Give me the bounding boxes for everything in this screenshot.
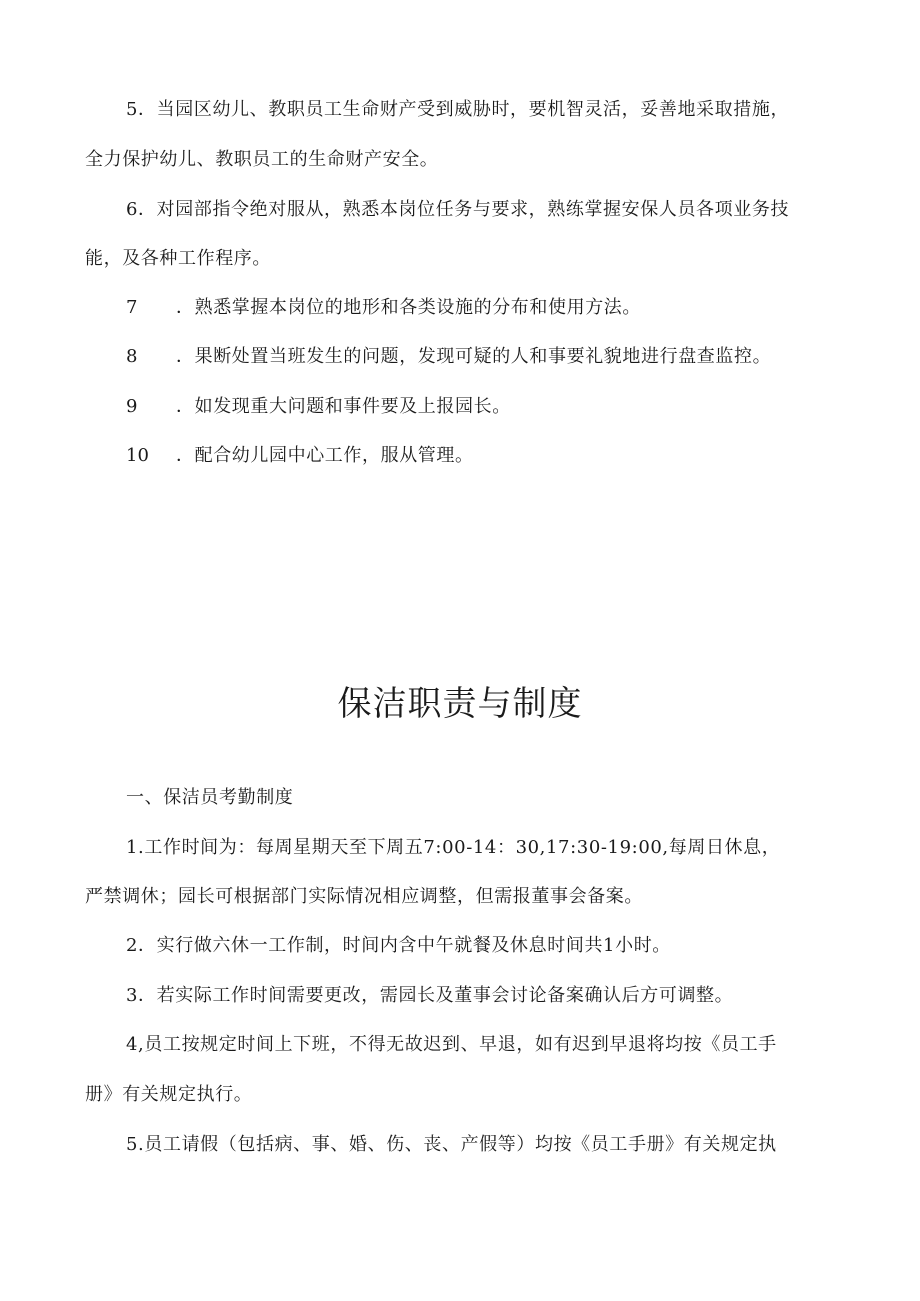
security-item-5-line-1: 5．当园区幼儿、教职员工生命财产受到威胁时，要机智灵活，妥善地采取措施，: [126, 99, 790, 120]
security-item-10-text: ．配合幼儿园中心工作，服从管理。: [176, 445, 474, 466]
cleaning-item-2: 2．实行做六休一工作制，时间内含中午就餐及休息时间共1小时。: [126, 935, 671, 956]
security-item-7-number: 7: [126, 297, 138, 318]
cleaning-item-4-line-1: 4,员工按规定时间上下班，不得无故迟到、早退，如有迟到早退将均按《员工手: [126, 1034, 777, 1055]
cleaning-item-5-line-1: 5.员工请假（包括病、事、婚、伤、丧、产假等）均按《员工手册》有关规定执: [126, 1134, 777, 1155]
security-item-5-line-2: 全力保护幼儿、教职员工的生命财产安全。: [85, 149, 439, 170]
security-item-6-line-2: 能，及各种工作程序。: [85, 248, 271, 269]
security-item-9-number: 9: [126, 396, 138, 417]
cleaning-item-1-line-2: 严禁调休；园长可根据部门实际情况相应调整，但需报董事会备案。: [85, 886, 643, 907]
section-title: 保洁职责与制度: [337, 684, 583, 724]
security-item-10-number: 10: [126, 445, 149, 466]
security-item-6-line-1: 6．对园部指令绝对服从，熟悉本岗位任务与要求，熟练掌握安保人员各项业务技: [126, 199, 790, 220]
security-item-8-number: 8: [126, 346, 138, 367]
cleaning-heading-attendance: 一、保洁员考勤制度: [126, 787, 294, 808]
security-item-7-text: ．熟悉掌握本岗位的地形和各类设施的分布和使用方法。: [176, 297, 641, 318]
security-item-8-text: ．果断处置当班发生的问题，发现可疑的人和事要礼貌地进行盘查监控。: [176, 346, 772, 367]
cleaning-item-3: 3．若实际工作时间需要更改，需园长及董事会讨论备案确认后方可调整。: [126, 985, 734, 1006]
security-item-9-text: ．如发现重大问题和事件要及上报园长。: [176, 396, 511, 417]
cleaning-item-1-line-1: 1.工作时间为：每周星期天至下周五7:00-14：30,17:30-19:00,每周日休息，: [126, 837, 781, 858]
cleaning-item-4-line-2: 册》有关规定执行。: [85, 1084, 253, 1105]
